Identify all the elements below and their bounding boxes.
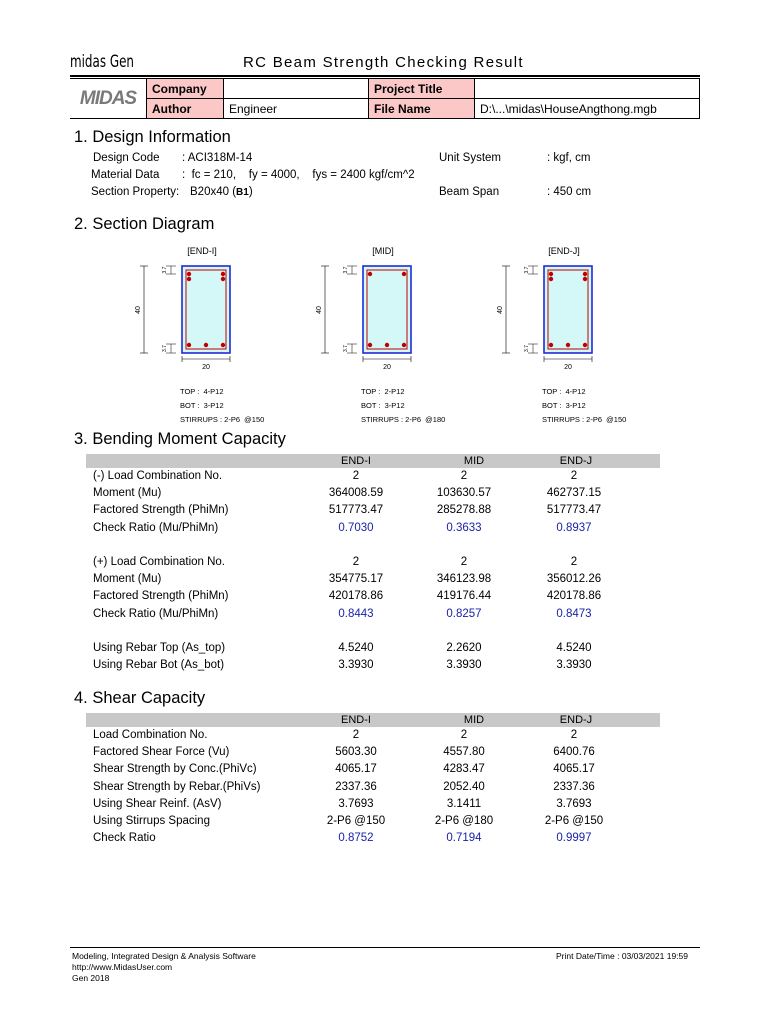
shear-cell: 2052.40 bbox=[443, 780, 485, 793]
shear-col-end-i: END-I bbox=[341, 714, 371, 726]
shear-cell: 2-P6 @180 bbox=[434, 815, 494, 827]
header-rule bbox=[70, 75, 700, 77]
bending-cell: 0.8937 bbox=[556, 521, 592, 534]
rebar bbox=[204, 343, 208, 347]
section-panel-end-j bbox=[492, 240, 632, 430]
section-diagram-heading: 2. Section Diagram bbox=[74, 215, 215, 233]
shear-row-label: Using Shear Reinf. (AsV) bbox=[93, 797, 222, 810]
rebar bbox=[402, 343, 406, 347]
rebar bbox=[549, 343, 553, 347]
shear-cell: 3.1411 bbox=[446, 797, 482, 810]
bending-cell: 517773.47 bbox=[328, 504, 384, 517]
section-panel-mid bbox=[311, 240, 451, 430]
section-svg bbox=[492, 240, 632, 430]
width-label: 20 bbox=[383, 364, 391, 371]
bending-cell: 0.8473 bbox=[556, 607, 592, 620]
bending-cell: 103630.57 bbox=[436, 487, 492, 500]
rebar-stirrups-text: STIRRUPS : 2-P6 @150 bbox=[542, 415, 627, 424]
section-panel-end-i bbox=[130, 240, 270, 430]
rebar bbox=[549, 272, 553, 276]
shear-row-label: Check Ratio bbox=[93, 832, 156, 845]
project-title-value bbox=[475, 79, 700, 99]
footer-rule bbox=[70, 947, 700, 948]
rebar bbox=[583, 277, 587, 281]
section-id: B1 bbox=[236, 187, 249, 198]
shear-cell: 4065.17 bbox=[335, 763, 377, 776]
unit-system-value: : kgf, cm bbox=[547, 152, 591, 164]
shear-cell: 5603.30 bbox=[335, 746, 377, 759]
design-info-heading: 1. Design Information bbox=[74, 128, 231, 146]
rebar bbox=[583, 272, 587, 276]
print-date-time: Print Date/Time : 03/03/2021 19:59 bbox=[556, 951, 688, 961]
bending-cell: 419176.44 bbox=[436, 590, 492, 603]
bending-row-label: (+) Load Combination No. bbox=[93, 556, 226, 568]
midas-logo bbox=[70, 79, 147, 119]
section-name: [END-J] bbox=[548, 246, 580, 256]
footer-url[interactable]: http://www.MidasUser.com bbox=[72, 962, 173, 972]
beam-span-value: : 450 cm bbox=[547, 186, 592, 198]
height-label: 40 bbox=[316, 306, 323, 314]
bending-cell: 420178.86 bbox=[546, 590, 602, 603]
rebar-stirrups-text: STIRRUPS : 2-P6 @180 bbox=[361, 415, 446, 424]
cover-label: 3.7 bbox=[524, 266, 530, 274]
section-property-value bbox=[190, 186, 253, 198]
bending-cell: 3.3930 bbox=[446, 659, 482, 672]
height-label: 40 bbox=[135, 306, 142, 314]
section-size: B20x40 ( bbox=[190, 186, 237, 198]
bending-row-label: Check Ratio (Mu/PhiMn) bbox=[93, 607, 219, 620]
project-title-label: Project Title bbox=[369, 79, 475, 99]
bending-row-label: Moment (Mu) bbox=[93, 573, 162, 586]
bending-row-label: Using Rebar Bot (As_bot) bbox=[93, 659, 225, 672]
rebar bbox=[187, 277, 191, 281]
rebar bbox=[221, 343, 225, 347]
bending-row-label: Using Rebar Top (As_top) bbox=[93, 642, 226, 654]
shear-cell: 3.7693 bbox=[338, 797, 374, 810]
author-value: Engineer bbox=[224, 99, 369, 119]
height-label: 40 bbox=[497, 306, 504, 314]
footer-version: Gen 2018 bbox=[72, 973, 110, 983]
rebar bbox=[566, 343, 570, 347]
shear-row-label: Factored Shear Force (Vu) bbox=[93, 746, 230, 759]
beam-outline bbox=[363, 266, 411, 353]
shear-col-end-j: END-J bbox=[559, 714, 593, 726]
bending-cell: 364008.59 bbox=[328, 487, 384, 500]
beam-span-label: Beam Span bbox=[439, 186, 500, 198]
width-label: 20 bbox=[564, 364, 572, 371]
section-name: [END-I] bbox=[187, 246, 217, 256]
rebar-bot-text: BOT : 3-P12 bbox=[180, 401, 224, 410]
shear-cell: 2-P6 @150 bbox=[544, 815, 604, 827]
bending-cell: 2 bbox=[570, 470, 578, 482]
bending-col-end-j: END-J bbox=[559, 455, 593, 467]
cover-label: 3.7 bbox=[343, 266, 349, 274]
rebar bbox=[368, 272, 372, 276]
shear-cell: 2337.36 bbox=[553, 780, 595, 793]
report-title: RC Beam Strength Checking Result bbox=[243, 54, 524, 71]
section-name: [MID] bbox=[372, 246, 394, 256]
shear-cell: 2 bbox=[570, 729, 578, 741]
rebar bbox=[402, 272, 406, 276]
shear-row-label: Shear Strength by Conc.(PhiVc) bbox=[93, 763, 257, 776]
bending-col-end-i: END-I bbox=[341, 455, 371, 467]
rebar-top-text: TOP : 2-P12 bbox=[361, 387, 405, 396]
design-code-label: Design Code bbox=[93, 152, 160, 164]
shear-cell: 4283.47 bbox=[443, 763, 485, 776]
rebar bbox=[187, 343, 191, 347]
bending-cell: 4.5240 bbox=[556, 642, 592, 654]
bending-row-label: Moment (Mu) bbox=[93, 487, 162, 500]
bending-col-mid: MID bbox=[463, 455, 485, 467]
rebar bbox=[385, 343, 389, 347]
project-info-table bbox=[70, 78, 700, 119]
rebar-bot-text: BOT : 3-P12 bbox=[542, 401, 586, 410]
shear-col-mid: MID bbox=[463, 714, 485, 726]
bending-cell: 420178.86 bbox=[328, 590, 384, 603]
section-svg bbox=[311, 240, 451, 430]
bending-cell: 0.3633 bbox=[446, 521, 482, 534]
shear-cell: 0.7194 bbox=[446, 832, 482, 845]
rebar bbox=[221, 277, 225, 281]
section-diagrams bbox=[0, 240, 768, 430]
material-value: : fc = 210, fy = 4000, fys = 2400 kgf/cm^2 bbox=[182, 169, 415, 181]
rebar-bot-text: BOT : 3-P12 bbox=[361, 401, 405, 410]
shear-cell: 0.9997 bbox=[556, 832, 592, 845]
company-value bbox=[224, 79, 369, 99]
rebar bbox=[368, 343, 372, 347]
shear-cell: 2 bbox=[460, 729, 468, 741]
shear-cell: 4065.17 bbox=[553, 763, 595, 776]
bending-row-label: Check Ratio (Mu/PhiMn) bbox=[93, 521, 219, 534]
cover-label: 3.7 bbox=[162, 266, 168, 274]
section-svg bbox=[130, 240, 270, 430]
section-property-label: Section Property: bbox=[91, 186, 180, 198]
rebar-stirrups-text: STIRRUPS : 2-P6 @150 bbox=[180, 415, 265, 424]
bending-cell: 356012.26 bbox=[546, 573, 602, 586]
shear-row-label: Load Combination No. bbox=[93, 729, 208, 741]
shear-row-label: Using Stirrups Spacing bbox=[93, 815, 210, 827]
shear-cell: 0.8752 bbox=[338, 832, 374, 845]
section-close: ) bbox=[248, 186, 253, 198]
shear-cell: 6400.76 bbox=[553, 746, 595, 759]
bending-cell: 2.2620 bbox=[446, 642, 482, 654]
shear-cell: 4557.80 bbox=[443, 746, 485, 759]
bending-cell: 2 bbox=[570, 556, 578, 568]
bending-cell: 346123.98 bbox=[436, 573, 492, 586]
rebar bbox=[187, 272, 191, 276]
bending-cell: 2 bbox=[460, 556, 468, 568]
rebar-top-text: TOP : 4-P12 bbox=[542, 387, 586, 396]
bending-cell: 3.3930 bbox=[556, 659, 592, 672]
shear-cell: 2337.36 bbox=[335, 780, 377, 793]
bending-cell: 2 bbox=[460, 470, 468, 482]
cover-label: 3.7 bbox=[343, 345, 349, 352]
file-name-value: D:\...\midas\HouseAngthong.mgb bbox=[475, 99, 700, 119]
bending-cell: 462737.15 bbox=[546, 487, 602, 500]
shear-cell: 3.7693 bbox=[556, 797, 592, 810]
shear-cell: 2 bbox=[352, 729, 360, 741]
bending-row-label: Factored Strength (PhiMn) bbox=[93, 590, 229, 603]
rebar bbox=[549, 277, 553, 281]
bending-cell: 0.8257 bbox=[446, 607, 482, 620]
bending-cell: 2 bbox=[352, 470, 360, 482]
software-name: midas Gen bbox=[70, 52, 134, 72]
bending-heading: 3. Bending Moment Capacity bbox=[74, 430, 286, 448]
footer-tagline: Modeling, Integrated Design & Analysis Software bbox=[72, 951, 256, 961]
bending-cell: 2 bbox=[352, 556, 360, 568]
bending-cell: 4.5240 bbox=[338, 642, 374, 654]
design-code-value: : ACI318M-14 bbox=[182, 152, 253, 164]
cover-label: 3.7 bbox=[162, 345, 168, 352]
bending-row-label: (-) Load Combination No. bbox=[93, 470, 223, 482]
author-label: Author bbox=[147, 99, 224, 119]
bending-cell: 3.3930 bbox=[338, 659, 374, 672]
file-name-label: File Name bbox=[369, 99, 475, 119]
cover-label: 3.7 bbox=[524, 345, 530, 352]
bending-cell: 285278.88 bbox=[436, 504, 492, 517]
shear-heading: 4. Shear Capacity bbox=[74, 689, 206, 707]
company-label: Company bbox=[147, 79, 224, 99]
bending-cell: 0.7030 bbox=[338, 521, 374, 534]
bending-cell: 354775.17 bbox=[328, 573, 384, 586]
rebar bbox=[221, 272, 225, 276]
material-label: Material Data bbox=[91, 169, 160, 181]
rebar bbox=[583, 343, 587, 347]
width-label: 20 bbox=[202, 364, 210, 371]
bending-cell: 0.8443 bbox=[338, 607, 374, 620]
rebar-top-text: TOP : 4-P12 bbox=[180, 387, 224, 396]
shear-cell: 2-P6 @150 bbox=[326, 815, 386, 827]
shear-row-label: Shear Strength by Rebar.(PhiVs) bbox=[93, 780, 261, 793]
bending-cell: 517773.47 bbox=[546, 504, 602, 517]
logo-text: MIDAS bbox=[79, 87, 137, 109]
bending-row-label: Factored Strength (PhiMn) bbox=[93, 504, 229, 517]
unit-system-label: Unit System bbox=[439, 152, 501, 164]
